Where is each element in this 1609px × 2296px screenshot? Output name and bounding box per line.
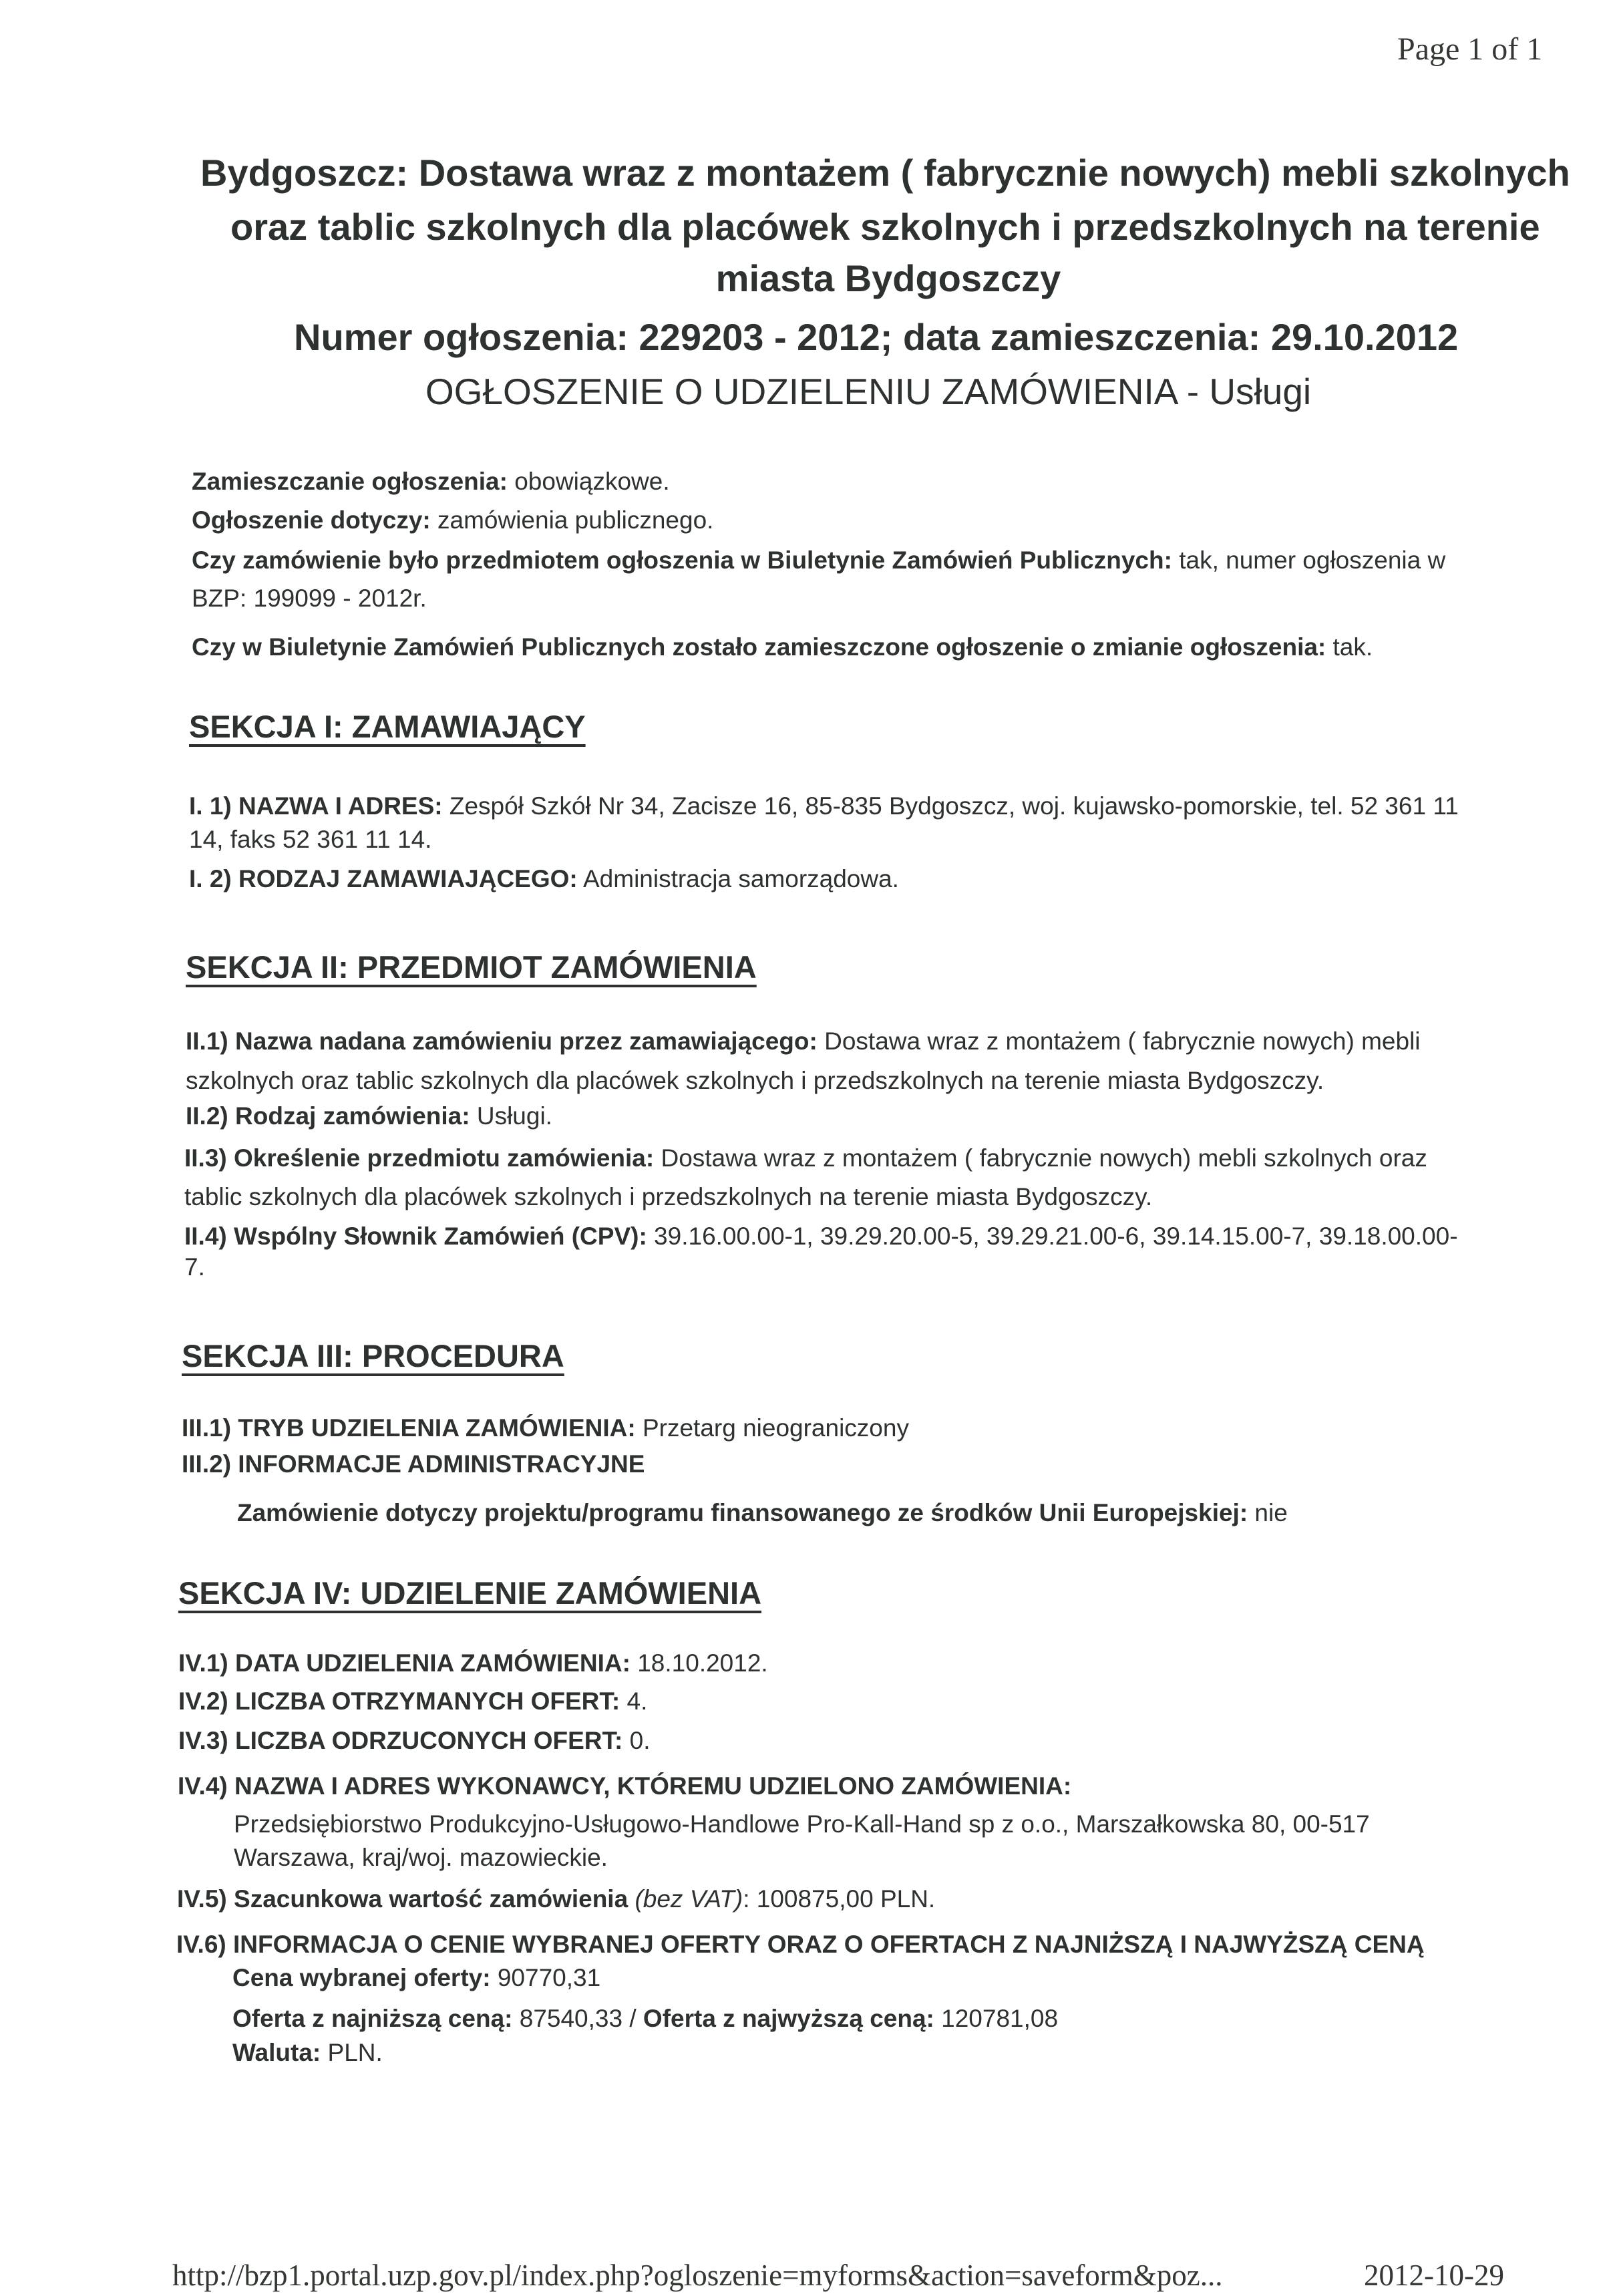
field-label: Oferta z najniższą ceną: [232,2005,513,2032]
field-label: IV.6) INFORMACJA O CENIE WYBRANEJ OFERTY ORAZ O OFERTACH Z NAJNIŻSZĄ I NAJWYŻSZĄ CENĄ [176,1931,1425,1958]
field-value: tablic szkolnych dla placówek szkolnych i przedszkolnych na terenie miasta Bydgoszczy. [184,1183,1153,1210]
field-value: Przedsiębiorstwo Produkcyjno-Usługowo-Handlowe Pro-Kall-Hand sp z o.o., Marszałkowska 80, 00-517 [234,1810,1370,1838]
field-value: zamówienia publicznego. [430,506,714,534]
field-value: 0. [622,1727,651,1754]
section-line [184,1253,205,1281]
section-line [186,1027,1421,1055]
field-label: Ogłoszenie dotyczy: [192,506,431,534]
field-value: tak. [1326,633,1373,661]
field-value: 39.16.00.00-1, 39.29.20.00-5, 39.29.21.00-6, 39.14.15.00-7, 39.18.00.00- [647,1222,1458,1250]
section-line [232,2039,383,2067]
section-line [232,1964,600,1992]
field-value: 14, faks 52 361 11 14. [189,826,432,853]
section-line [177,1885,935,1913]
field-value: PLN. [321,2039,383,2066]
field-label: Oferta z najwyższą ceną: [643,2005,934,2032]
section-heading-2: SEKCJA II: PRZEDMIOT ZAMÓWIENIA [186,949,757,985]
field-note: (bez VAT) [628,1885,743,1913]
field-value: Warszawa, kraj/woj. mazowieckie. [234,1844,608,1871]
intro-line [192,585,427,613]
intro-line [192,633,1373,661]
field-value: 120781,08 [934,2005,1059,2032]
section-line [234,1810,1370,1838]
field-value: Usługi. [470,1102,552,1130]
section-line [176,1931,1425,1959]
title-line-3: miasta Bydgoszczy [715,257,1061,299]
announcement-type: OGŁOSZENIE O UDZIELENIU ZAMÓWIENIA - Usługi [425,371,1312,412]
field-label: Cena wybranej oferty: [232,1964,491,1991]
field-value: Dostawa wraz z montażem ( fabrycznie nowych) mebli [817,1027,1421,1055]
section-line [186,1067,1324,1095]
section-line [178,1649,768,1677]
section-line [178,1727,650,1755]
field-label: II.1) Nazwa nadana zamówieniu przez zamawiającego: [186,1027,818,1055]
field-value: 87540,33 / [512,2005,643,2032]
section-heading-4: SEKCJA IV: UDZIELENIE ZAMÓWIENIA [178,1575,762,1611]
section-line [182,1450,645,1478]
section-line [178,1772,1071,1800]
field-label: IV.3) LICZBA ODRZUCONYCH OFERT: [178,1727,623,1754]
title-line-1: Bydgoszcz: Dostawa wraz z montażem ( fabrycznie nowych) mebli szkolnych [200,152,1570,194]
section-line [189,792,1459,820]
field-value: BZP: 199099 - 2012r. [192,585,427,612]
field-label: Waluta: [232,2039,321,2066]
page-indicator: Page 1 of 1 [1397,31,1543,67]
field-label: II.4) Wspólny Słownik Zamówień (CPV): [184,1222,647,1250]
field-value: 7. [184,1253,205,1281]
field-value: nie [1248,1499,1288,1526]
section-line [237,1499,1288,1527]
field-value: Dostawa wraz z montażem ( fabrycznie nowych) mebli szkolnych oraz [654,1144,1427,1172]
field-value: Administracja samorządowa. [577,865,899,892]
field-label: II.3) Określenie przedmiotu zamówienia: [184,1144,655,1172]
field-value: Przetarg nieograniczony [635,1414,909,1442]
intro-line [192,468,670,496]
field-value: 4. [620,1687,648,1715]
field-value: obowiązkowe. [507,468,670,495]
field-label: III.1) TRYB UDZIELENIA ZAMÓWIENIA: [182,1414,636,1442]
intro-line [192,506,713,534]
intro-line [192,546,1445,575]
section-line [178,1687,647,1715]
field-value: Zespół Szkół Nr 34, Zacisze 16, 85-835 Bydgoszcz, woj. kujawsko-pomorskie, tel. 52 361 11 [442,792,1459,820]
field-label: II.2) Rodzaj zamówienia: [186,1102,470,1130]
announcement-number: Numer ogłoszenia: 229203 - 2012; data zamieszczenia: 29.10.2012 [294,316,1459,358]
section-line [189,826,431,854]
field-label: IV.5) Szacunkowa wartość zamówienia [177,1885,629,1913]
field-label: IV.4) NAZWA I ADRES WYKONAWCY, KTÓREMU UDZIELONO ZAMÓWIENIA: [178,1772,1072,1800]
field-label: IV.2) LICZBA OTRZYMANYCH OFERT: [178,1687,620,1715]
section-line [189,865,899,893]
section-line [184,1144,1427,1172]
field-label: Czy zamówienie było przedmiotem ogłoszenia w Biuletynie Zamówień Publicznych: [192,546,1172,574]
field-label: I. 1) NAZWA I ADRES: [189,792,443,820]
section-line [182,1414,909,1442]
field-label: IV.1) DATA UDZIELENIA ZAMÓWIENIA: [178,1649,631,1677]
field-label: Zamieszczanie ogłoszenia: [192,468,508,495]
footer-url: http://bzp1.portal.uzp.gov.pl/index.php?ogloszenie=myforms&action=saveform&poz... [172,2259,1223,2292]
section-line [184,1222,1458,1251]
section-line [232,2005,1058,2033]
title-line-2: oraz tablic szkolnych dla placówek szkolnych i przedszkolnych na terenie [230,206,1540,248]
field-label: Czy w Biuletynie Zamówień Publicznych zostało zamieszczone ogłoszenie o zmianie ogłoszenia: [192,633,1326,661]
field-label: Zamówienie dotyczy projektu/programu finansowanego ze środków Unii Europejskiej: [237,1499,1248,1526]
section-heading-3: SEKCJA III: PROCEDURA [182,1338,564,1373]
section-heading-1: SEKCJA I: ZAMAWIAJĄCY [189,709,586,744]
field-value: 90770,31 [490,1964,601,1991]
field-value: szkolnych oraz tablic szkolnych dla placówek szkolnych i przedszkolnych na terenie miasta Bydgoszczy. [186,1067,1324,1094]
section-line [184,1183,1152,1211]
field-value: : 100875,00 PLN. [743,1885,936,1913]
field-label: III.2) INFORMACJE ADMINISTRACYJNE [182,1450,645,1478]
section-line [186,1102,552,1130]
section-line [234,1844,608,1872]
field-label: I. 2) RODZAJ ZAMAWIAJĄCEGO: [189,865,578,892]
footer-date: 2012-10-29 [1364,2259,1504,2292]
field-value: 18.10.2012. [630,1649,768,1677]
field-value: tak, numer ogłoszenia w [1172,546,1446,574]
